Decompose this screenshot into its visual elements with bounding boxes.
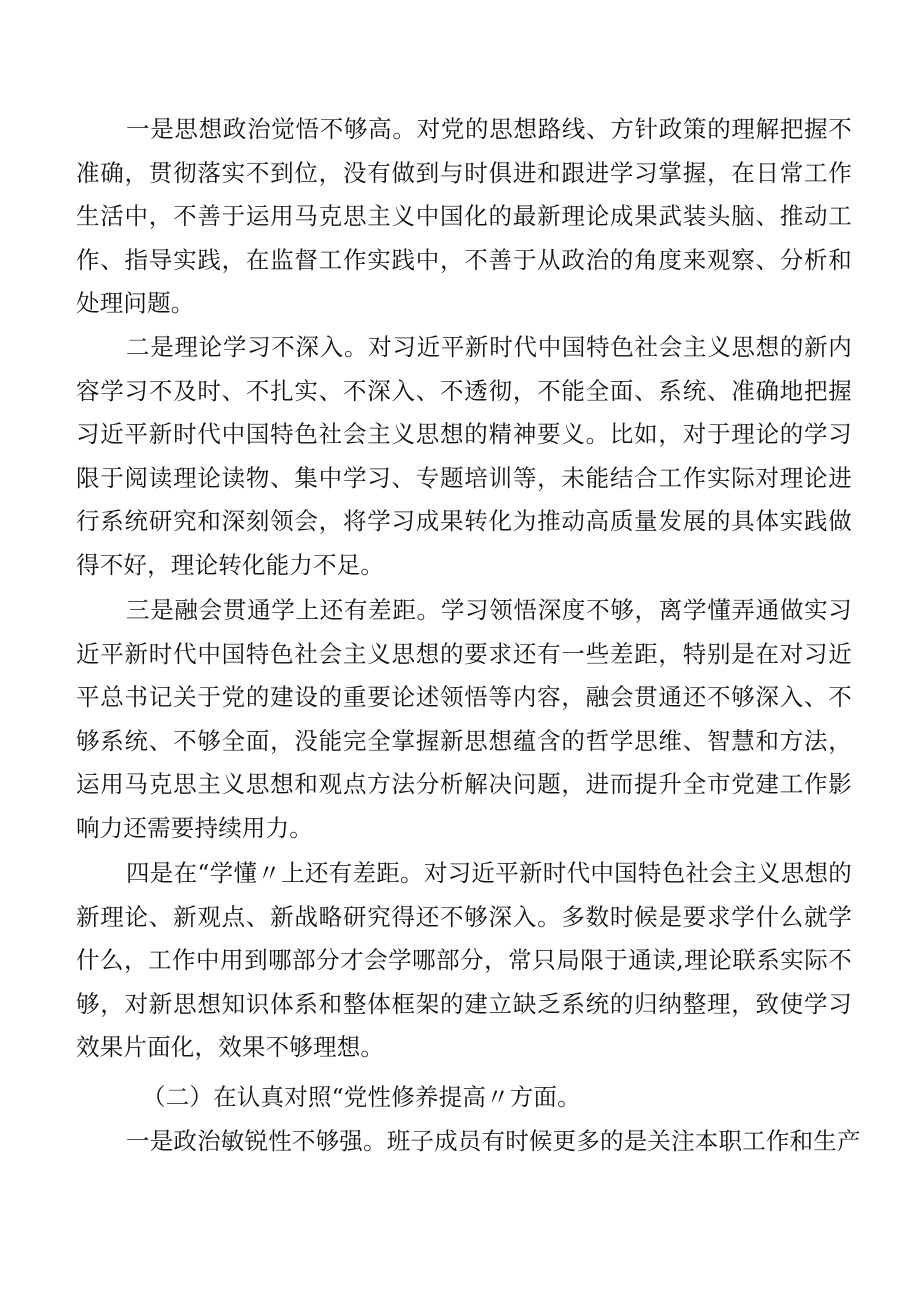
- paragraph-understanding-gap: 四是在“学懂〃上还有差距。对习近平新时代中国特色社会主义思想的新理论、新观点、新战略研究得还不够深入。多数时候是要求学什么就学什么，工作中用到哪部分才会学哪部分，常只局限于通读,理论联系实际不够，对新思想知识体系和整体框架的建立缺乏系统的归纳整理，致使学习效果片面化，效果不够理想。: [76, 859, 852, 1062]
- paragraph-political-awareness: 一是思想政治觉悟不够高。对党的思想路线、方针政策的理解把握不准确，贯彻落实不到位，没有做到与时俱进和跟进学习掌握，在日常工作生活中，不善于运用马克思主义中国化的最新理论成果武装头脑、推动工作、指导实践，在监督工作实践中，不善于从政治的角度来观察、分析和处理问题。: [76, 115, 852, 318]
- paragraph-integration-gap: 三是融会贯通学上还有差距。学习领悟深度不够，离学懂弄通做实习近平新时代中国特色社会主义思想的要求还有一些差距，特别是在对习近平总书记关于党的建设的重要论述领悟等内容，融会贯通还不够深入、不够系统、不够全面，没能完全掌握新思想蕴含的哲学思维、智慧和方法，运用马克思主义思想和观点方法分析解决问题，进而提升全市党建工作影响力还需要持续用力。: [76, 596, 852, 842]
- section-heading-party-spirit: （二）在认真对照“党性修养提高〃方面。: [142, 1083, 581, 1111]
- paragraph-political-sensitivity: 一是政治敏锐性不够强。班子成员有时候更多的是关注本职工作和生产: [126, 1127, 861, 1155]
- paragraph-theory-study: 二是理论学习不深入。对习近平新时代中国特色社会主义思想的新内容学习不及时、不扎实、不深入、不透彻，不能全面、系统、准确地把握习近平新时代中国特色社会主义思想的精神要义。比如，对于理论的学习限于阅读理论读物、集中学习、专题培训等，未能结合工作实际对理论进行系统研究和深刻领会，将学习成果转化为推动高质量发展的具体实践做得不好，理论转化能力不足。: [76, 333, 852, 579]
